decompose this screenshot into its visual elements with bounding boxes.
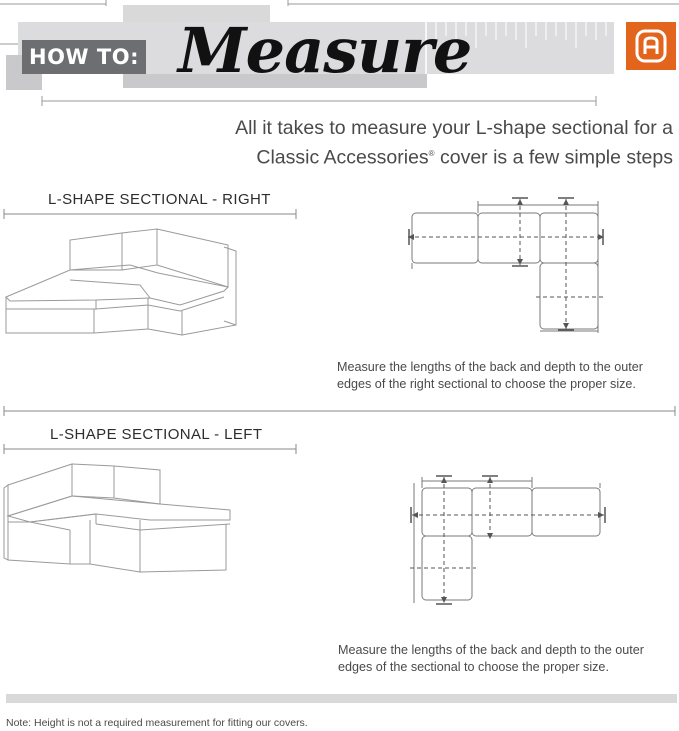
classic-accessories-logo-icon [626, 22, 676, 70]
section-rule-left [0, 440, 300, 460]
howto-label: HOW TO: [22, 40, 146, 74]
caption-right: Measure the lengths of the back and depth to the outer edges of the right sectional to choose the proper size. [337, 360, 643, 391]
measure-diagram-left [404, 473, 609, 608]
footer-note: Note: Height is not a required measurement for fitting our covers. [6, 717, 308, 729]
sofa-illustration-left [0, 460, 300, 575]
footer-band [6, 694, 677, 703]
section-rule-right [0, 205, 300, 225]
page-title: Measure [178, 14, 472, 87]
section-title-left: L-SHAPE SECTIONAL - LEFT [50, 426, 263, 443]
intro-line-2: Classic Accessories® cover is a few simple steps [256, 146, 673, 169]
section-divider [0, 405, 679, 417]
section-title-right: L-SHAPE SECTIONAL - RIGHT [48, 191, 271, 208]
intro-text [153, 116, 673, 171]
sofa-illustration-right [0, 225, 300, 340]
caption-left: Measure the lengths of the back and depth to the outer edges of the sectional to choose the proper size. [338, 643, 644, 674]
measure-diagram-right [400, 193, 612, 338]
intro-line-1: All it takes to measure your L-shape sectional for a [235, 117, 673, 139]
